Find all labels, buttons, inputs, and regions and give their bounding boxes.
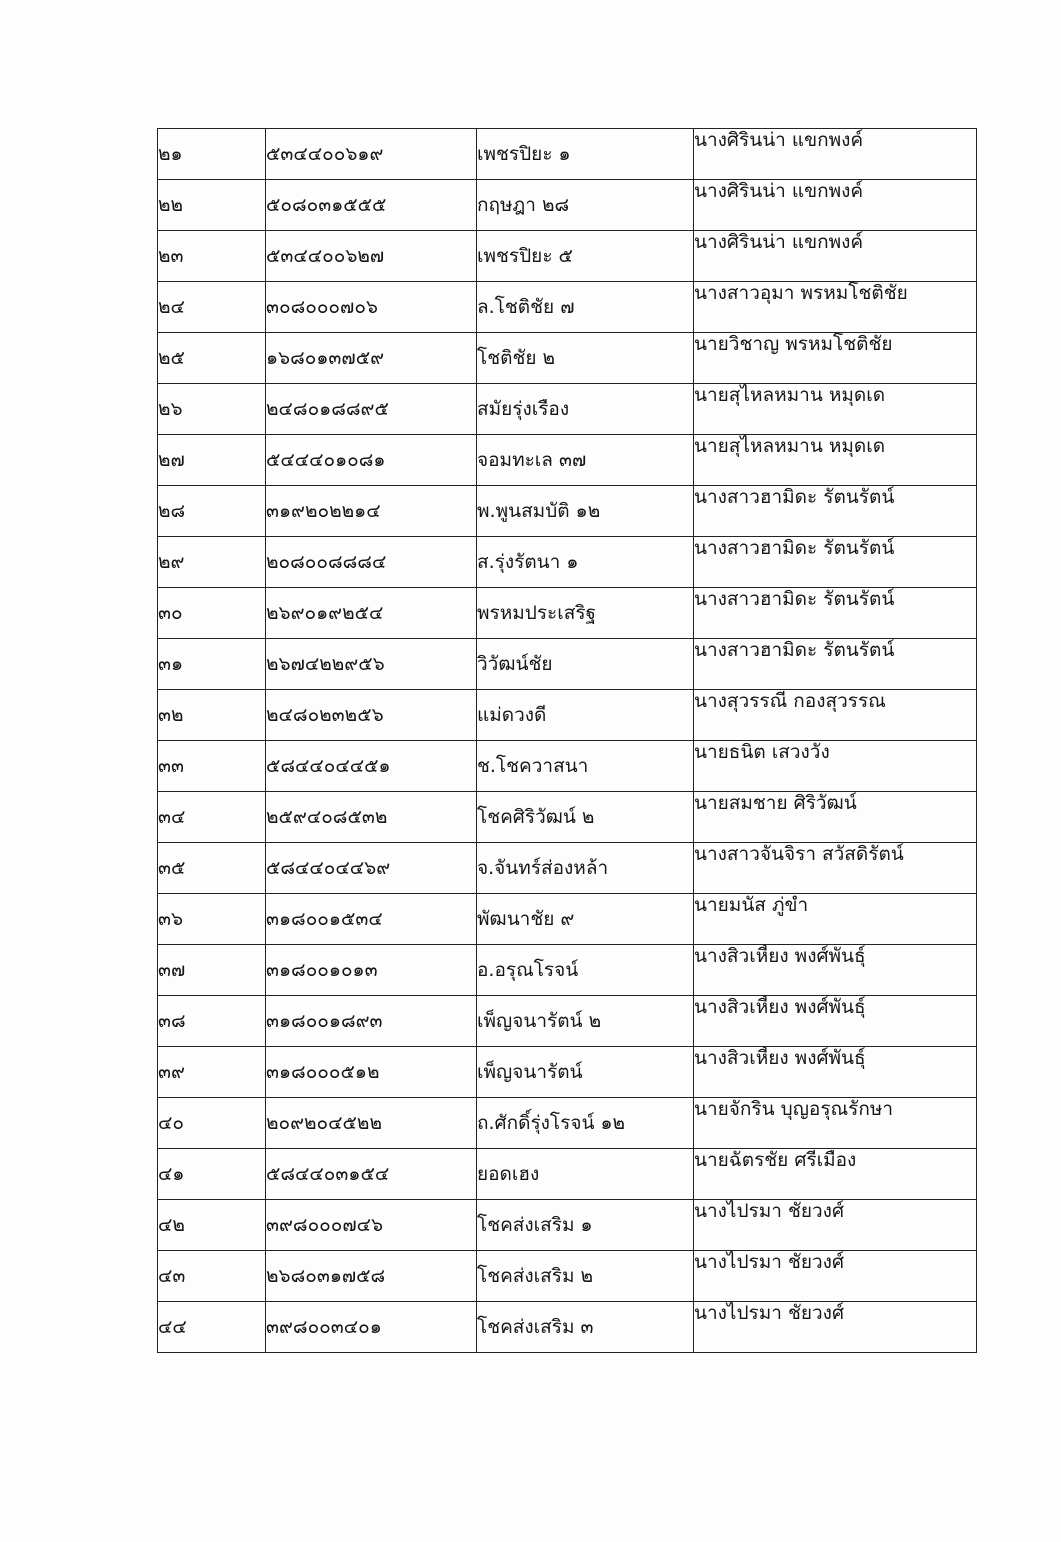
vessel-name-cell: ช.โชควาสนา bbox=[477, 741, 694, 792]
owner-name-cell: นายสมชาย ศิริวัฒน์ bbox=[694, 792, 977, 843]
vessel-name-cell: โชคส่งเสริม ๓ bbox=[477, 1302, 694, 1353]
owner-name-cell: นายจักริน บุญอรุณรักษา bbox=[694, 1098, 977, 1149]
row-number-cell: ๔๒ bbox=[158, 1200, 266, 1251]
table-row bbox=[158, 741, 977, 792]
owner-name-cell: นางศิรินน่า แขกพงค์ bbox=[694, 129, 977, 180]
row-number-cell: ๓๖ bbox=[158, 894, 266, 945]
registration-code-cell: ๓๑๙๒๐๒๒๑๔ bbox=[266, 486, 477, 537]
vessel-name-cell: ล.โชติชัย ๗ bbox=[477, 282, 694, 333]
registration-code-cell: ๓๐๘๐๐๐๗๐๖ bbox=[266, 282, 477, 333]
registration-code-cell: ๒๔๘๐๑๘๘๙๕ bbox=[266, 384, 477, 435]
table-row bbox=[158, 792, 977, 843]
row-number-cell: ๔๓ bbox=[158, 1251, 266, 1302]
table-row bbox=[158, 333, 977, 384]
vessel-name-cell: อ.อรุณโรจน์ bbox=[477, 945, 694, 996]
vessel-name-cell: ถ.ศักดิ์รุ่งโรจน์ ๑๒ bbox=[477, 1098, 694, 1149]
owner-name-cell: นายวิชาญ พรหมโชติชัย bbox=[694, 333, 977, 384]
row-number-cell: ๓๒ bbox=[158, 690, 266, 741]
table-row bbox=[158, 1047, 977, 1098]
row-number-cell: ๒๗ bbox=[158, 435, 266, 486]
row-number-cell: ๓๔ bbox=[158, 792, 266, 843]
owner-name-cell: นางสาวฮามิดะ รัตนรัตน์ bbox=[694, 486, 977, 537]
vessel-name-cell: ยอดเฮง bbox=[477, 1149, 694, 1200]
vessel-name-cell: สมัยรุ่งเรือง bbox=[477, 384, 694, 435]
vessel-name-cell: โชคส่งเสริม ๒ bbox=[477, 1251, 694, 1302]
row-number-cell: ๓๕ bbox=[158, 843, 266, 894]
owner-name-cell: นางสุวรรณี กองสุวรรณ bbox=[694, 690, 977, 741]
registration-code-cell: ๒๖๗๔๒๒๙๕๖ bbox=[266, 639, 477, 690]
row-number-cell: ๒๙ bbox=[158, 537, 266, 588]
table-row bbox=[158, 1200, 977, 1251]
row-number-cell: ๒๓ bbox=[158, 231, 266, 282]
owner-name-cell: นางสาวฮามิดะ รัตนรัตน์ bbox=[694, 639, 977, 690]
table-row bbox=[158, 1098, 977, 1149]
owner-name-cell: นายสุไหลหมาน หมุดเด bbox=[694, 384, 977, 435]
owner-name-cell: นางสาวฮามิดะ รัตนรัตน์ bbox=[694, 588, 977, 639]
owner-name-cell: นางสาวจันจิรา สวัสดิรัตน์ bbox=[694, 843, 977, 894]
vessel-name-cell: จอมทะเล ๓๗ bbox=[477, 435, 694, 486]
registration-code-cell: ๕๘๔๔๐๔๔๖๙ bbox=[266, 843, 477, 894]
vessel-name-cell: วิวัฒน์ชัย bbox=[477, 639, 694, 690]
row-number-cell: ๓๓ bbox=[158, 741, 266, 792]
table-row bbox=[158, 129, 977, 180]
registration-code-cell: ๒๔๘๐๒๓๒๕๖ bbox=[266, 690, 477, 741]
vessel-name-cell: เพ็ญจนารัตน์ ๒ bbox=[477, 996, 694, 1047]
registration-code-cell: ๒๕๙๔๐๘๕๓๒ bbox=[266, 792, 477, 843]
row-number-cell: ๔๑ bbox=[158, 1149, 266, 1200]
table-row bbox=[158, 945, 977, 996]
table-row bbox=[158, 537, 977, 588]
vessel-name-cell: โชติชัย ๒ bbox=[477, 333, 694, 384]
owner-name-cell: นางไปรมา ชัยวงศ์ bbox=[694, 1251, 977, 1302]
registration-code-cell: ๓๑๘๐๐๐๕๑๒ bbox=[266, 1047, 477, 1098]
registration-code-cell: ๕๘๔๔๐๓๑๕๔ bbox=[266, 1149, 477, 1200]
row-number-cell: ๔๔ bbox=[158, 1302, 266, 1353]
table-row bbox=[158, 486, 977, 537]
vessel-name-cell: แม่ดวงดี bbox=[477, 690, 694, 741]
owner-name-cell: นางศิรินน่า แขกพงค์ bbox=[694, 231, 977, 282]
row-number-cell: ๒๘ bbox=[158, 486, 266, 537]
row-number-cell: ๔๐ bbox=[158, 1098, 266, 1149]
owner-name-cell: นางสิวเหี้ยง พงศ์พันธุ์ bbox=[694, 945, 977, 996]
registration-code-cell: ๓๙๘๐๐๓๔๐๑ bbox=[266, 1302, 477, 1353]
table-row bbox=[158, 180, 977, 231]
vessel-name-cell: โชคส่งเสริม ๑ bbox=[477, 1200, 694, 1251]
row-number-cell: ๒๕ bbox=[158, 333, 266, 384]
registration-code-cell: ๓๑๘๐๐๑๕๓๔ bbox=[266, 894, 477, 945]
row-number-cell: ๓๑ bbox=[158, 639, 266, 690]
owner-name-cell: นางไปรมา ชัยวงศ์ bbox=[694, 1302, 977, 1353]
table-row bbox=[158, 1302, 977, 1353]
vessel-name-cell: กฤษฎา ๒๘ bbox=[477, 180, 694, 231]
registration-code-cell: ๒๖๙๐๑๙๒๕๔ bbox=[266, 588, 477, 639]
owner-name-cell: นางไปรมา ชัยวงศ์ bbox=[694, 1200, 977, 1251]
vessel-name-cell: พัฒนาชัย ๙ bbox=[477, 894, 694, 945]
registration-code-cell: ๓๑๘๐๐๑๘๙๓ bbox=[266, 996, 477, 1047]
vessel-name-cell: เพชรปิยะ ๑ bbox=[477, 129, 694, 180]
table-row bbox=[158, 435, 977, 486]
table-row bbox=[158, 843, 977, 894]
vessel-name-cell: ส.รุ่งรัตนา ๑ bbox=[477, 537, 694, 588]
owner-name-cell: นายสุไหลหมาน หมุดเด bbox=[694, 435, 977, 486]
row-number-cell: ๒๖ bbox=[158, 384, 266, 435]
row-number-cell: ๓๗ bbox=[158, 945, 266, 996]
row-number-cell: ๓๙ bbox=[158, 1047, 266, 1098]
registration-code-cell: ๑๖๘๐๑๓๗๕๙ bbox=[266, 333, 477, 384]
vessel-name-cell: พรหมประเสริฐ bbox=[477, 588, 694, 639]
owner-name-cell: นางสิวเหี้ยง พงศ์พันธุ์ bbox=[694, 1047, 977, 1098]
table-row bbox=[158, 690, 977, 741]
owner-name-cell: นางสาวอุมา พรหมโชติชัย bbox=[694, 282, 977, 333]
owner-name-cell: นางสาวฮามิดะ รัตนรัตน์ bbox=[694, 537, 977, 588]
owner-name-cell: นายมนัส ภู่ขำ bbox=[694, 894, 977, 945]
table-row bbox=[158, 639, 977, 690]
owner-name-cell: นายธนิต เสวงวัง bbox=[694, 741, 977, 792]
vessel-name-cell: จ.จันทร์ส่องหล้า bbox=[477, 843, 694, 894]
registration-code-cell: ๕๓๔๔๐๐๖๒๗ bbox=[266, 231, 477, 282]
table-row bbox=[158, 894, 977, 945]
registration-code-cell: ๕๐๘๐๓๑๕๕๕ bbox=[266, 180, 477, 231]
table-row bbox=[158, 996, 977, 1047]
owner-name-cell: นายฉัตรชัย ศรีเมือง bbox=[694, 1149, 977, 1200]
registration-code-cell: ๓๑๘๐๐๑๐๑๓ bbox=[266, 945, 477, 996]
row-number-cell: ๓๘ bbox=[158, 996, 266, 1047]
registration-code-cell: ๒๖๘๐๓๑๗๕๘ bbox=[266, 1251, 477, 1302]
row-number-cell: ๒๒ bbox=[158, 180, 266, 231]
vessel-name-cell: โชคศิริวัฒน์ ๒ bbox=[477, 792, 694, 843]
vessel-name-cell: เพชรปิยะ ๕ bbox=[477, 231, 694, 282]
registration-code-cell: ๕๔๔๔๐๑๐๘๑ bbox=[266, 435, 477, 486]
registration-code-cell: ๕๓๔๔๐๐๖๑๙ bbox=[266, 129, 477, 180]
row-number-cell: ๒๑ bbox=[158, 129, 266, 180]
registration-code-cell: ๒๐๙๒๐๔๕๒๒ bbox=[266, 1098, 477, 1149]
owner-name-cell: นางศิรินน่า แขกพงค์ bbox=[694, 180, 977, 231]
vessel-name-cell: เพ็ญจนารัตน์ bbox=[477, 1047, 694, 1098]
row-number-cell: ๓๐ bbox=[158, 588, 266, 639]
registry-table-body bbox=[158, 129, 977, 1353]
registration-code-cell: ๓๙๘๐๐๐๗๔๖ bbox=[266, 1200, 477, 1251]
registration-code-cell: ๕๘๔๔๐๔๔๕๑ bbox=[266, 741, 477, 792]
vessel-name-cell: พ.พูนสมบัติ ๑๒ bbox=[477, 486, 694, 537]
table-row bbox=[158, 231, 977, 282]
row-number-cell: ๒๔ bbox=[158, 282, 266, 333]
registration-code-cell: ๒๐๘๐๐๘๘๘๔ bbox=[266, 537, 477, 588]
table-row bbox=[158, 384, 977, 435]
table-row bbox=[158, 1251, 977, 1302]
owner-name-cell: นางสิวเหี้ยง พงศ์พันธุ์ bbox=[694, 996, 977, 1047]
table-row bbox=[158, 1149, 977, 1200]
registry-table bbox=[157, 128, 977, 1353]
table-row bbox=[158, 588, 977, 639]
table-row bbox=[158, 282, 977, 333]
